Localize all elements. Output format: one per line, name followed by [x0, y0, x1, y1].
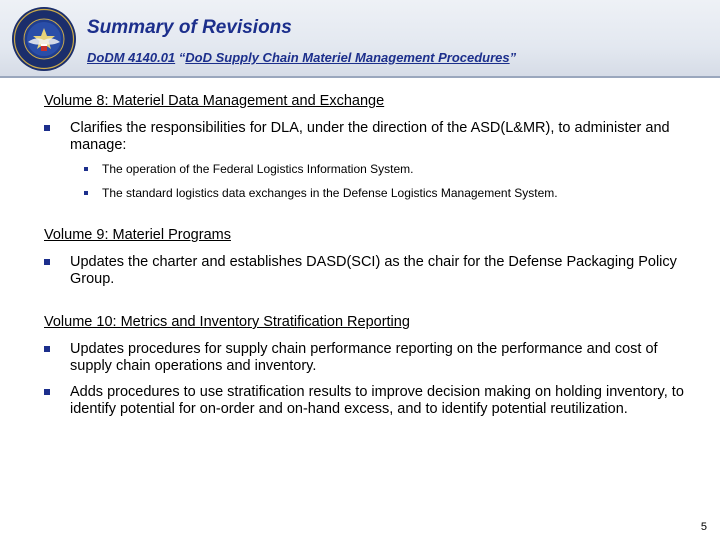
square-bullet-icon [44, 125, 50, 131]
page-number: 5 [700, 521, 707, 533]
slide-header [0, 0, 720, 78]
close-quote: ” [509, 50, 517, 65]
sub-list-item [44, 162, 694, 177]
small-square-bullet-icon [84, 191, 88, 195]
section-volume-10 [44, 313, 694, 417]
list-item [44, 254, 694, 287]
bullet-text: Updates procedures for supply chain performance reporting on the performance and cost of supply chain operations and inventory. [70, 341, 658, 374]
sub-list-item [44, 186, 694, 201]
slide-title: Summary of Revisions [87, 17, 292, 38]
spacer [44, 201, 694, 226]
section-heading: Volume 10: Metrics and Inventory Stratification Reporting [44, 314, 410, 330]
list-item [44, 384, 694, 417]
list-item [44, 120, 694, 153]
list-item [44, 341, 694, 374]
section-heading: Volume 9: Materiel Programs [44, 227, 231, 243]
section-volume-9 [44, 226, 694, 287]
bullet-text: Updates the charter and establishes DASD(SCI) as the chair for the Defense Packaging Policy Group. [70, 254, 677, 287]
slide-subtitle [87, 50, 516, 65]
open-quote: “ [178, 50, 186, 65]
square-bullet-icon [44, 259, 50, 265]
slide-body [44, 92, 694, 417]
header-divider [0, 76, 720, 78]
sub-bullet-text: The standard logistics data exchanges in the Defense Logistics Management System. [102, 186, 558, 200]
spacer [44, 287, 694, 313]
document-number: DoDM 4140.01 [87, 50, 176, 65]
bullet-text: Clarifies the responsibilities for DLA, under the direction of the ASD(L&MR), to administer and manage: [70, 120, 670, 153]
square-bullet-icon [44, 389, 50, 395]
section-heading: Volume 8: Materiel Data Management and Exchange [44, 93, 385, 109]
document-name: DoD Supply Chain Materiel Management Procedures [185, 50, 510, 65]
square-bullet-icon [44, 346, 50, 352]
sub-bullet-text: The operation of the Federal Logistics Information System. [102, 162, 414, 176]
department-of-defense-seal-icon [11, 6, 77, 72]
section-volume-8 [44, 92, 694, 201]
small-square-bullet-icon [84, 167, 88, 171]
bullet-text: Adds procedures to use stratification results to improve decision making on holding inventory, to identify potential for on-order and on-hand excess, and to identify potential reutilization. [70, 384, 684, 417]
